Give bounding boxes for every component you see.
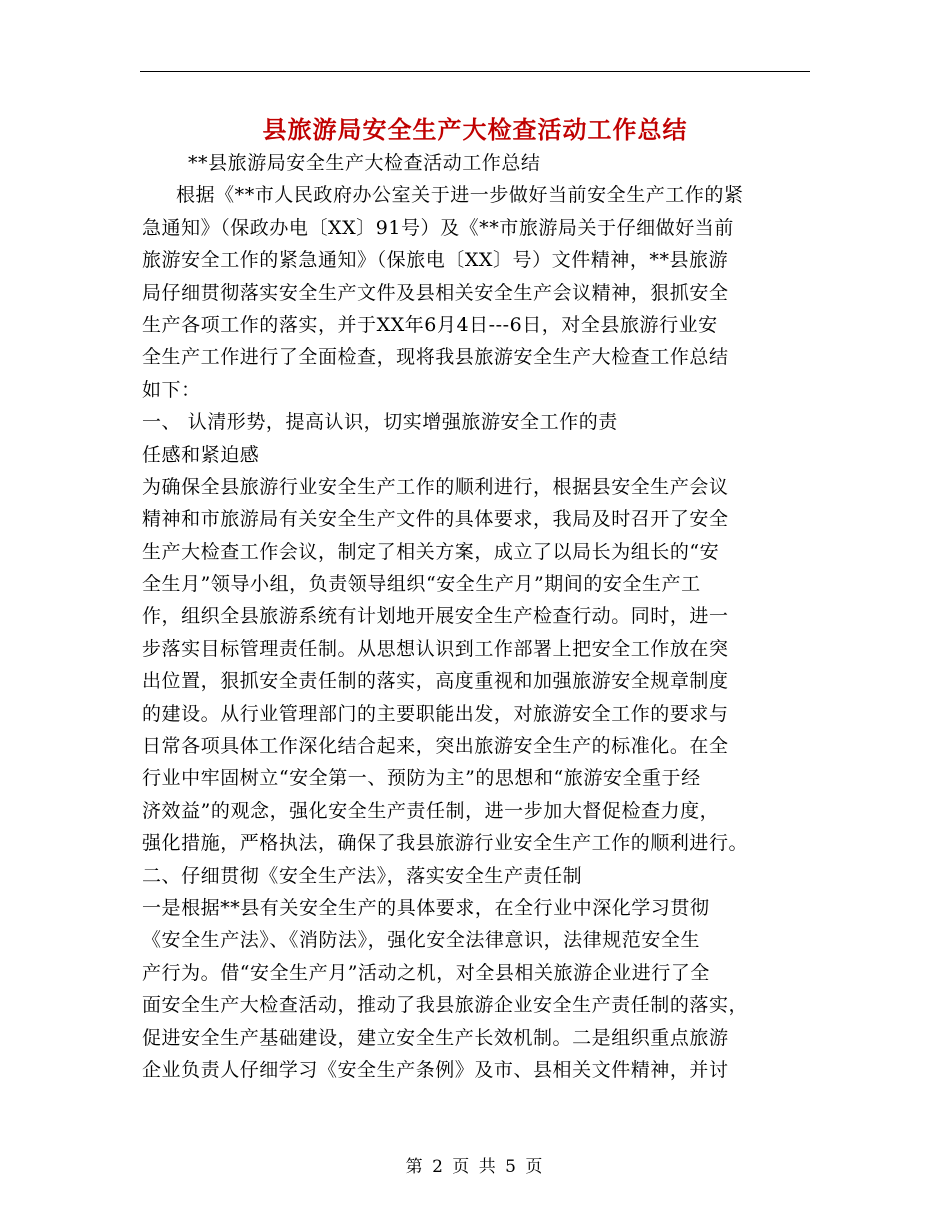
paragraph-line: 企业负责人仔细学习《安全生产条例》及市、县相关文件精神，并讨 bbox=[142, 1058, 729, 1081]
paragraph-line: 的建设。从行业管理部门的主要职能出发，对旅游安全工作的要求与 bbox=[142, 702, 729, 725]
subtitle-line: **县旅游局安全生产大检查活动工作总结 bbox=[188, 152, 541, 174]
header-rule bbox=[140, 71, 810, 72]
paragraph-line: 日常各项具体工作深化结合起来，突出旅游安全生产的标准化。在全 bbox=[142, 735, 729, 758]
paragraph-line: 精神和市旅游局有关安全生产文件的具体要求，我局及时召开了安全 bbox=[142, 508, 729, 531]
document-body bbox=[142, 147, 814, 1086]
paragraph-line: 行业中牢固树立“安全第一、预防为主”的思想和“旅游安全重于经 bbox=[142, 767, 701, 790]
section-heading-2: 二、仔细贯彻《安全生产法》，落实安全生产责任制 bbox=[142, 864, 583, 887]
paragraph-line: 《安全生产法》、《消防法》，强化安全法律意识，法律规范安全生 bbox=[142, 929, 701, 952]
paragraph-line: 面安全生产大检查活动，推动了我县旅游企业安全生产责任制的落实， bbox=[142, 994, 749, 1017]
paragraph-line: 作，组织全县旅游系统有计划地开展安全生产检查行动。同时，进一 bbox=[142, 605, 729, 628]
paragraph-line: 全生月”领导小组，负责领导组织“安全生产月”期间的安全生产工 bbox=[142, 573, 701, 596]
section-heading-1-cont: 任感和紧迫感 bbox=[142, 443, 260, 466]
paragraph-line: 生产大检查工作会议，制定了相关方案，成立了以局长为组长的“安 bbox=[142, 540, 720, 563]
paragraph-line: 急通知》（保政办电〔XX〕91号）及《**市旅游局关于仔细做好当前 bbox=[142, 216, 734, 239]
paragraph-line: 强化措施，严格执法，确保了我县旅游行业安全生产工作的顺利进行。 bbox=[142, 832, 749, 855]
paragraph-line: 促进安全生产基础建设，建立安全生产长效机制。二是组织重点旅游 bbox=[142, 1026, 729, 1049]
paragraph-line: 生产各项工作的落实，并于XX年6月4日---6日，对全县旅游行业安 bbox=[142, 313, 718, 336]
paragraph-line: 济效益”的观念，强化安全生产责任制，进一步加大督促检查力度， bbox=[142, 799, 720, 822]
paragraph-line: 局仔细贯彻落实安全生产文件及县相关安全生产会议精神，狠抓安全 bbox=[142, 281, 729, 304]
paragraph-line: 一是根据**县有关安全生产的具体要求，在全行业中深化学习贯彻 bbox=[142, 896, 710, 919]
page-number: 第 2 页 共 5 页 bbox=[405, 1157, 545, 1177]
section-heading-1: 一、 认清形势，提高认识，切实增强旅游安全工作的责 bbox=[142, 411, 618, 434]
paragraph-line: 产行为。借“安全生产月”活动之机，对全县相关旅游企业进行了全 bbox=[142, 961, 710, 984]
paragraph-line: 步落实目标管理责任制。从思想认识到工作部署上把安全工作放在突 bbox=[142, 637, 729, 660]
document-title: 县旅游局安全生产大检查活动工作总结 bbox=[262, 116, 688, 144]
paragraph-line: 出位置，狠抓安全责任制的落实，高度重视和加强旅游安全规章制度 bbox=[142, 670, 729, 693]
paragraph-line: 如下： bbox=[142, 378, 201, 401]
paragraph-line: 全生产工作进行了全面检查，现将我县旅游安全生产大检查工作总结 bbox=[142, 346, 729, 369]
paragraph-line: 根据《**市人民政府办公室关于进一步做好当前安全生产工作的紧 bbox=[176, 184, 744, 207]
paragraph-line: 为确保全县旅游行业安全生产工作的顺利进行，根据县安全生产会议 bbox=[142, 475, 729, 498]
paragraph-line: 旅游安全工作的紧急通知》（保旅电〔XX〕号）文件精神，**县旅游 bbox=[142, 249, 729, 272]
